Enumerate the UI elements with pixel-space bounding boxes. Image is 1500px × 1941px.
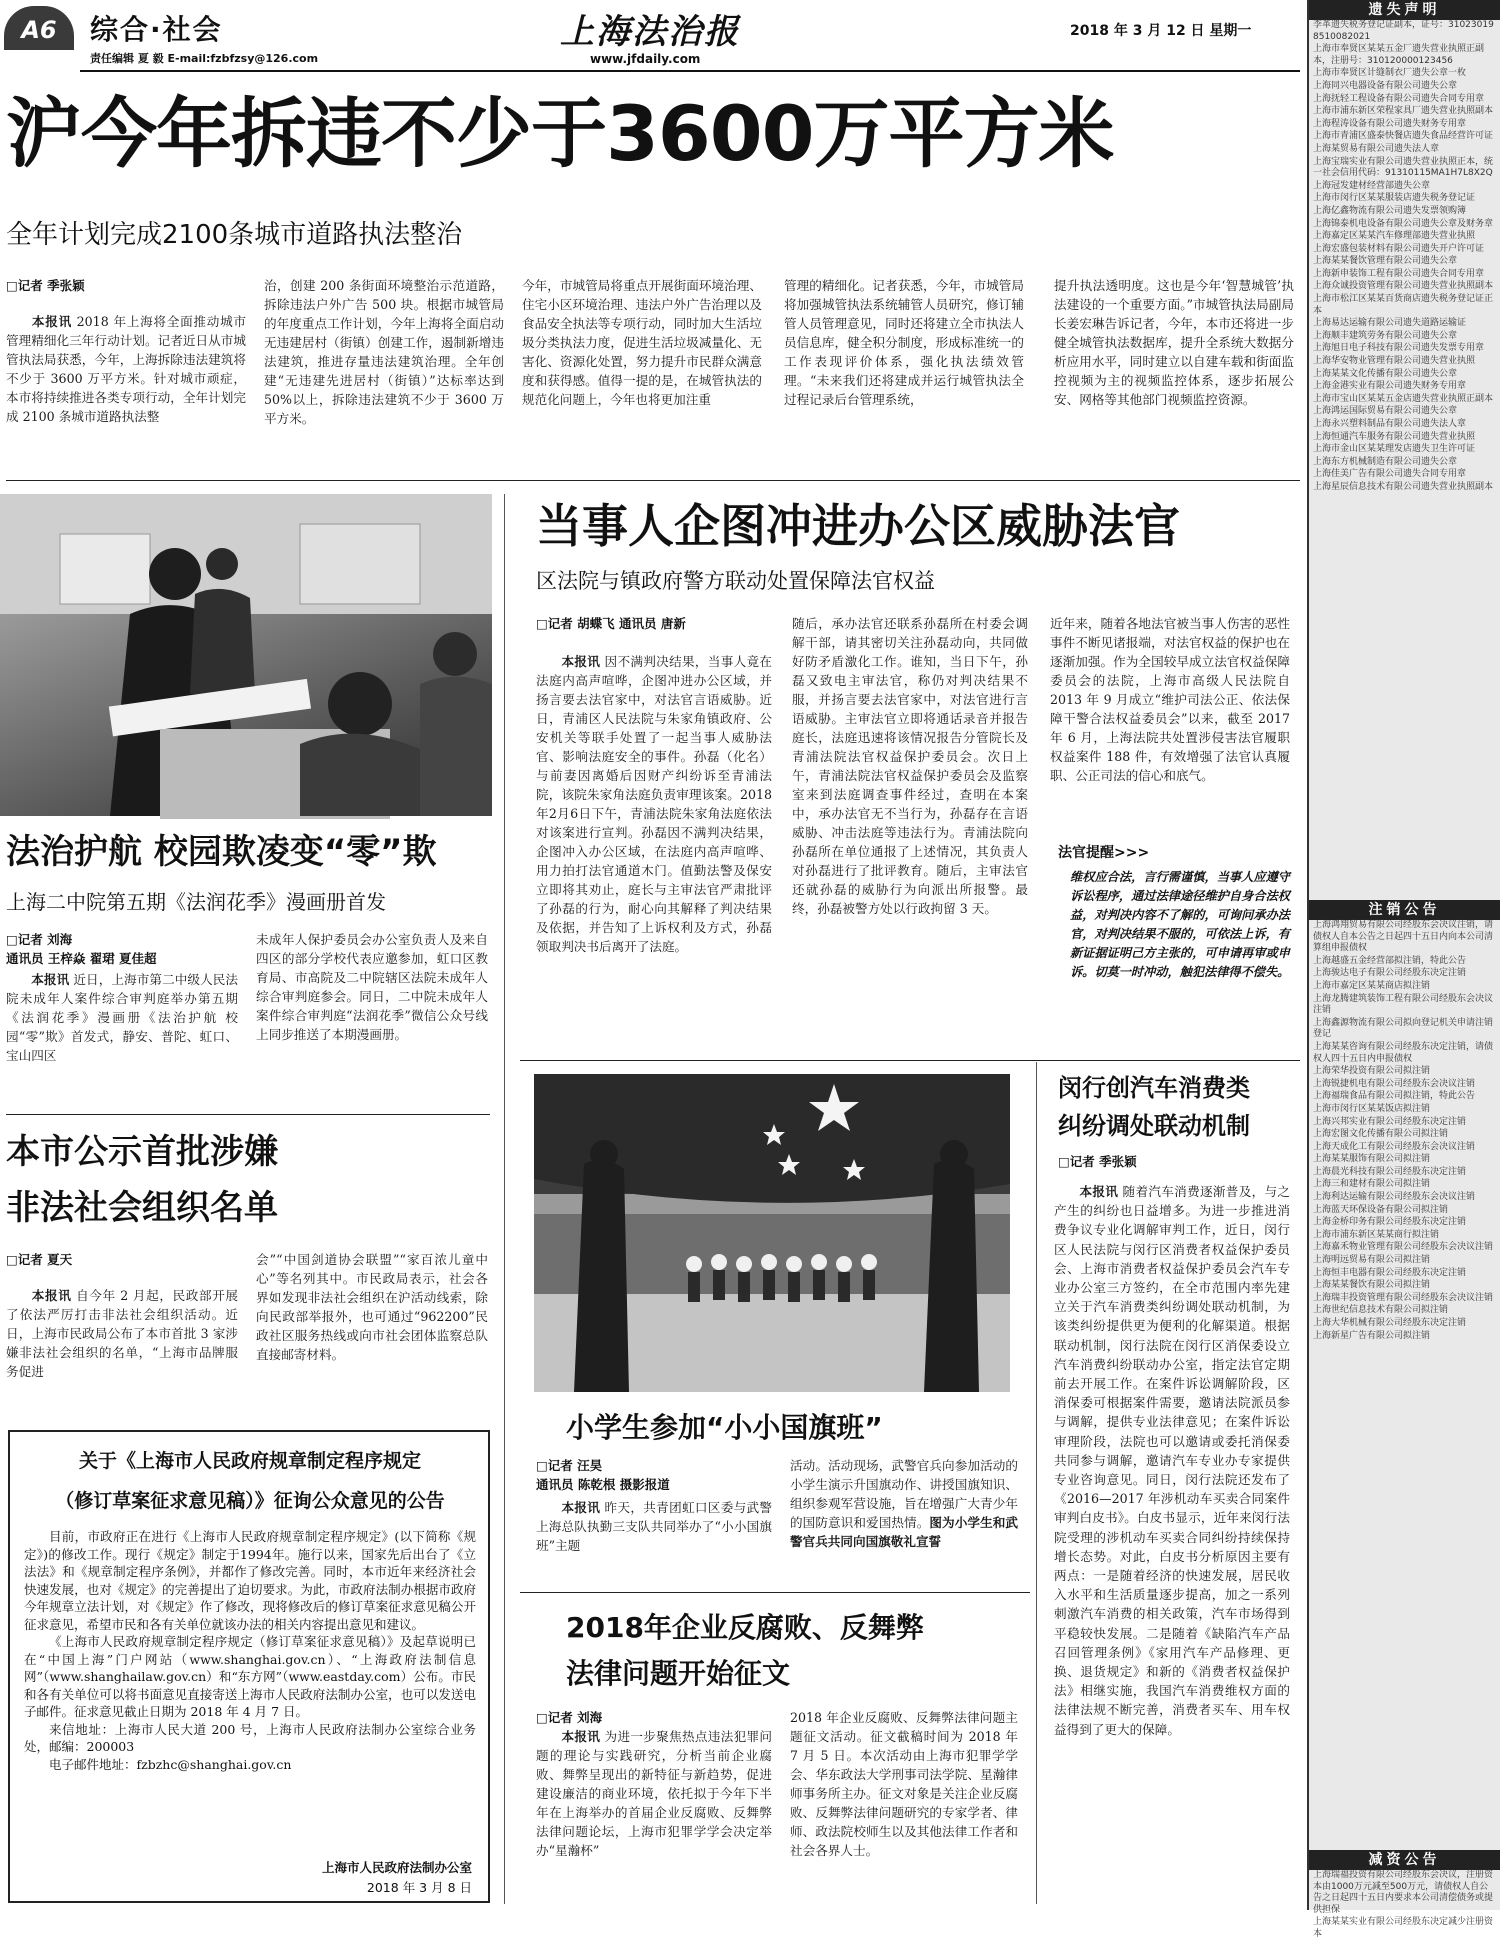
government-notice-box xyxy=(8,1430,490,1903)
paper-logo: 上海法治报 xyxy=(560,12,740,52)
flag-bottom-rule xyxy=(520,1592,1030,1593)
notice-sign-date: 2018 年 3 月 8 日 xyxy=(366,1880,472,1895)
ad-item: 上海宏盛包装材料有限公司遗失开户许可证 xyxy=(1313,243,1485,254)
website-url[interactable]: www.jfdaily.com xyxy=(590,52,701,66)
school-byline: □记者 刘海 通讯员 王梓焱 翟珺 夏佳超 xyxy=(6,932,157,966)
ad-item: 上海某某服饰有限公司拟注销 xyxy=(1313,1154,1431,1165)
ad-item: 上海锦泰机电设备有限公司遗失公章及财务章 xyxy=(1313,218,1494,229)
classified-ads-column xyxy=(1307,0,1500,1939)
ad-item: 上海明远贸易有限公司拟注销 xyxy=(1313,1255,1431,1266)
car-headline-line-2: 纠纷调处联动机制 xyxy=(1058,1112,1250,1140)
school-photo-illustration xyxy=(0,494,492,816)
ad-item: 上海三和建材有限公司拟注销 xyxy=(1313,1179,1431,1190)
ad-item: 上海某贸易有限公司遗失法人章 xyxy=(1313,143,1440,154)
ad-item: 上海市嘉定区某某商店拟注销 xyxy=(1313,980,1431,991)
ad-item: 上海恒通汽车服务有限公司遗失营业执照 xyxy=(1313,431,1476,442)
ad-item: 上海市闵行区某某服装店遗失税务登记证 xyxy=(1313,193,1476,204)
ad-item: 上海市浦东新区荣程家具厂遗失营业执照副本 xyxy=(1313,106,1494,117)
ad-item: 上海嘉禾物业管理有限公司经股东会决议注销 xyxy=(1313,1242,1494,1253)
car-byline: □记者 季张颖 xyxy=(1058,1154,1137,1169)
ad-item: 上海易达运输有限公司遗失道路运输证 xyxy=(1313,318,1467,329)
ad-item: 上海某某文化传播有限公司遗失公章 xyxy=(1313,368,1458,379)
flag-byline: □记者 汪昊 通讯员 陈乾根 摄影报道 xyxy=(536,1458,670,1492)
ad-item: 上海福瑞食品有限公司拟注销，特此公告 xyxy=(1313,1091,1476,1102)
ad-item: 上海市青浦区盛泰快餐店遗失食品经营许可证 xyxy=(1313,131,1494,142)
ad-item: 上海宝瑞实业有限公司遗失营业执照正本，统一社会信用代码：91310115MA1H7L8X2Q xyxy=(1313,156,1494,179)
flag-col-2: 活动。活动现场，武警官兵向参加活动的小学生演示升国旗动作、讲授国旗知识、组织参观军营设施，旨在增强广大青少年的国防意识和爱国热情。图为小学生和武警官兵共同向国旗敬礼宣誓 xyxy=(790,1458,1019,1549)
essay-col-2: 2018 年企业反腐败、反舞弊法律问题主题征文活动。征文截稿时间为 2018 年 7 月 5 日。本次活动由上海市犯罪学学会、华东政法大学刑事司法学院、星瀚律师事务所主办。征文对象是关注企业反腐败、反舞弊法律问题研究的专家学者、律师、政法院校师生以及其他法律工作者和社会各界人士。 xyxy=(790,1710,1018,1858)
issue-date: 2018 年 3 月 12 日 星期一 xyxy=(1070,23,1252,39)
ad-item: 上海某某实业有限公司经股东决定减少注册资本 xyxy=(1313,1917,1494,1939)
notice-email[interactable]: 电子邮件地址：fzbzhc@shanghai.gov.cn xyxy=(49,1756,292,1772)
ad-item: 上海鸿翔贸易有限公司经股东会决议注销，请债权人自本公告之日起四十五日内向本公司清算组申报债权 xyxy=(1313,920,1494,954)
car-body: 本报讯 随着汽车消费逐渐普及，与之产生的纠纷也日益增多。为进一步推进消费争议专业化调解审判工作，近日，闵行区人民法院与闵行区消费者权益保护委员会、上海市消费者权益保护委员会汽车专业办公室三方签约，在全市范围内率先建立关于汽车消费类纠纷调处联动机制，为该类纠纷提供更为便利的化解渠道。根据联动机制，闵行法院在闵行区消保委设立汽车消费纠纷联动办公室，指定法官定期前去开展工作。在案件诉讼调解阶段，区消保委可根据案件需要，邀请法院派员参与调解，提供专业法律意见；在案件诉讼审理阶段，法院也可以邀请或委托消保委共同参与调解，邀请汽车专业办专家提供专业咨询意见。同日，闵行法院还发布了《2016—2017 年涉机动车买卖合同案件审判白皮书》。白皮书显示，近年来闵行法院受理的涉机动车买卖合同纠纷持续保持增长态势。对此，白皮书分析原因主要有两点：一是随着经济的快速发展，居民收入水平和生活质量逐步提高，加之一系列刺激汽车消费的相关政策，汽车市场得到平稳较快发展。二是随着《缺陷汽车产品召回管理条例》《家用汽车产品修理、更换、退货规定》和新的《消费者权益保护法》相继实施，我国汽车消费维权方面的法律法规不断完善，消费者买车、用车权益得到了更大的保障。 xyxy=(1054,1184,1291,1737)
ad-item: 上海市浦东新区某某商行拟注销 xyxy=(1313,1229,1440,1240)
notice-para-2: 《上海市人民政府规章制定程序规定（修订草案征求意见稿）》及起草说明已在“中国上海”门户网站（www.shanghai.gov.cn）、“上海政府法制信息网”（www.shanghailaw.gov.cn）和“东方网”（www.eastday.com）公布。市民和各有关单位可以将书面意见直接寄送上海市人民政府法制办公室，也可以发送电子邮件。征求意见截止日期为 2018 年 4 月 7 日。 xyxy=(24,1634,476,1719)
ad-item: 上海大华机械有限公司经股东决定注销 xyxy=(1313,1318,1467,1328)
lead-bottom-rule xyxy=(6,480,1300,481)
ad-item: 上海亿鑫物流有限公司遗失发票领购簿 xyxy=(1313,205,1467,216)
ad-item: 上海旭日电子科技有限公司遗失发票专用章 xyxy=(1313,343,1485,354)
lead-col-3: 今年，市城管局将重点开展街面环境治理、住宅小区环境治理、违法户外广告治理以及食品安全执法等专项行动，同时加大生活垃圾分类执法力度，促进生活垃圾减量化、无害化、资源化处置，努力提升市民群众满意度和获得感。值得一提的是，在城管执法的规范化问题上，今年也将更加注重 xyxy=(522,278,762,407)
ad-item: 上海瑞福投资有限公司经股东会决议，注册资本由1000万元减至500万元，请债权人自公告之日起四十五日内要求本公司清偿债务或提供担保 xyxy=(1313,1870,1494,1915)
ad-item: 上海蓝天环保设备有限公司拟注销 xyxy=(1313,1204,1449,1215)
notice-signature: 上海市人民政府法制办公室 xyxy=(321,1860,472,1875)
court-bottom-rule xyxy=(520,1060,1300,1061)
ad-item: 上海天成化工有限公司经股东会决议注销 xyxy=(1313,1141,1476,1152)
ad-item: 上海嘉定区某某汽车修理部遗失营业执照 xyxy=(1313,231,1476,242)
masthead xyxy=(0,0,1300,68)
ad-item: 上海众诚投资管理有限公司遗失营业执照副本 xyxy=(1313,281,1494,292)
lead-col-1: 本报讯 2018 年上海将全面推动城市管理精细化三年行动计划。记者近日从市城管执法局获悉，今年，上海拆除违法建筑将不少于 3600 万平方米。针对城市顽症，本市将持续推进各类专项行动，全年计划完成 2100 条城市道路执法整 xyxy=(6,314,246,424)
ad-item: 上海某某咨询有限公司经股东决定注销，请债权人四十五日内申报债权 xyxy=(1313,1041,1494,1064)
ad-item: 上海金港实业有限公司遗失财务专用章 xyxy=(1313,381,1467,392)
ad-item: 上海佳美广告有限公司遗失合同专用章 xyxy=(1313,469,1467,480)
ad-item: 上海星辰信息技术有限公司遗失营业执照副本 xyxy=(1313,481,1494,492)
essay-headline-line-2: 法律问题开始征文 xyxy=(566,1657,791,1690)
ad-item: 上海兴邦实业有限公司经股东决定注销 xyxy=(1313,1116,1467,1127)
essay-headline-line-1: 2018年企业反腐败、反舞弊 xyxy=(566,1611,924,1644)
ad-item: 上海世纪信息技术有限公司拟注销 xyxy=(1313,1305,1449,1316)
lead-byline: □记者 季张颖 xyxy=(6,278,85,293)
ad-item: 上海利达运输有限公司经股东会决议注销 xyxy=(1313,1192,1476,1203)
ad-item: 上海鑫源物流有限公司拟向登记机关申请注销登记 xyxy=(1313,1017,1494,1040)
ad-item: 上海金桥印务有限公司经股东决定注销 xyxy=(1313,1217,1467,1228)
notice-title-line-1: 关于《上海市人民政府规章制定程序规定 xyxy=(78,1450,421,1472)
ad-item: 上海市宝山区某某五金店遗失营业执照正副本 xyxy=(1313,393,1494,404)
notice-title-line-2: （修订草案征求意见稿）》征询公众意见的公告 xyxy=(55,1490,445,1512)
ad-item: 上海瑞丰投资管理有限公司经股东会决议注销 xyxy=(1313,1292,1494,1303)
court-tip-title: 法官提醒>>> xyxy=(1058,845,1150,861)
court-col-3: 近年来，随着各地法官被当事人伤害的恶性事件不断见诸报端，对法官权益的保护也在逐渐加强。作为全国较早成立法官权益保障委员会的法院，上海市高级人民法院自 2013 年 9 月成立“维护司法公正、依法保障干警合法权益委员会”以来，截至 2017 年 6 月，上海法院共处置涉侵害法官履职权益案件 188 件，有效增强了法官认真履职、公正司法的信心和底气。 xyxy=(1050,616,1290,783)
page-number-badge: A6 xyxy=(4,6,74,50)
ads-deregistration-list xyxy=(1309,920,1500,1850)
lead-col-5: 提升执法透明度。这也是今年‘智慧城管’执法建设的一个重要方面。”市城管执法局副局长姜宏琳告诉记者，今年，本市还将进一步健全城管执法数据库，提升全系统大数据分析应用水平，同时建立以自建车载和街面监控视频为主的视频监控体系，逐步拓展公安、网格等其他部门视频监控资源。 xyxy=(1054,278,1294,407)
ad-item: 上海永兴塑料制品有限公司遗失法人章 xyxy=(1313,419,1467,429)
notice-para-1: 目前，市政府正在进行《上海市人民政府规章制定程序规定》(以下简称《规定》)的修改工作。现行《规定》制定于1994年。施行以来，国家先后出台了《立法法》和《规章制定程序条例》，并都作了修改完善。同时，本市近年来经济社会快速发展，也对《规定》的完善提出了迫切要求。为此，市政府法制办根据市政府今年规章立法计划，对《规定》作了修改，现将修改后的修订草案征求意见稿公开征求意见，希望市民和各有关单位就该办法的相关内容提出意见和建议。 xyxy=(24,1529,476,1632)
ad-item: 上海锐捷机电有限公司经股东会决议注销 xyxy=(1313,1078,1476,1089)
lead-subhead: 全年计划完成2100条城市道路执法整治 xyxy=(6,220,463,250)
org-col-1: 本报讯 自今年 2 月起，民政部开展了依法严厉打击非法社会组织活动。近日，上海市民政局公布了本市首批 3 家涉嫌非法社会组织的名单，“上海市品牌服务促进 xyxy=(6,1288,238,1379)
school-col-2: 未成年人保护委员会办公室负责人及来自四区的部分学校代表应邀参加，虹口区教育局、市高院及二中院辖区法院未成年人综合审判庭参会。同日，二中院未成年人案件综合审判庭“法润花季”微信公众号线上同步推送了本期漫画册。 xyxy=(256,932,488,1042)
ad-item: 上海市奉贤区计缝制衣厂遗失公章一枚 xyxy=(1313,68,1467,79)
notice-address: 来信地址：上海市人民大道 200 号，上海市人民政府法制办公室综合业务处，邮编：200003 xyxy=(24,1721,476,1754)
court-col-1: 本报讯 因不满判决结果，当事人竟在法庭内高声喧哗，企图冲进办公区域，并扬言要去法官家中，对法官言语威胁。近日，青浦区人民法院与朱家角镇政府、公安机关等联手处置了一起当事人威胁法官、影响法庭安全的事件。孙磊（化名）与前妻因离婚后因财产纠纷诉至青浦法院，该院朱家角法庭负责审理该案。2018年2月6日下午，青浦法院朱家角法庭依法对该案进行宣判。孙磊因不满判决结果，企图冲入办公区域，在法庭内高声喧哗、用力拍打法官通道木门。值勤法警及保安立即将其劝止，庭长与主审法官严肃批评了孙磊的行为，耐心向其解释了判决结果及依据，并告知了上诉权利及方式，孙磊领取判决书后离开了法庭。 xyxy=(536,654,773,954)
school-headline: 法治护航 校园欺凌变“零”欺 xyxy=(6,832,437,872)
court-subhead: 区法院与镇政府警方联动处置保障法官权益 xyxy=(536,569,935,593)
ad-item: 上海市闵行区某某饭店拟注销 xyxy=(1313,1103,1431,1114)
court-byline: □记者 胡蝶飞 通讯员 唐新 xyxy=(536,616,686,631)
ad-item: 上海某某餐饮有限公司拟注销 xyxy=(1313,1280,1431,1291)
ad-item: 上海市松江区某某百货商店遗失税务登记证正本 xyxy=(1313,294,1494,316)
notice-body xyxy=(24,1528,476,1858)
school-subhead: 上海二中院第五期《法润花季》漫画册首发 xyxy=(6,890,386,914)
ad-item: 上海某某餐饮管理有限公司遗失公章 xyxy=(1313,256,1458,267)
ad-item: 上海越盛五金经营部拟注销，特此公告 xyxy=(1313,955,1467,966)
ads-capital-reduction-list xyxy=(1309,1870,1500,1939)
ads-section-capital-reduction: 减资公告 xyxy=(1309,1850,1500,1870)
ad-item: 上海程涛设备有限公司遗失财务专用章 xyxy=(1313,118,1467,129)
left-column-rule xyxy=(504,494,505,1904)
ad-item: 上海恒丰电器有限公司经股东决定注销 xyxy=(1313,1267,1467,1278)
essay-col-1: 本报讯 为进一步聚焦热点违法犯罪问题的理论与实践研究，分析当前企业腐败、舞弊呈现出的新特征与新趋势，促进建设廉洁的商业环境，依托拟于今年下半年在上海举办的首届企业反腐败、反舞弊法律问题论坛，上海市犯罪学学会决定举办“星瀚杯” xyxy=(536,1729,773,1858)
car-headline-line-1: 闵行创汽车消费类 xyxy=(1058,1074,1250,1102)
flag-ceremony-photo xyxy=(534,1074,1010,1392)
ad-item: 李革遗失税务登记证副本，证号：310230198510082021 xyxy=(1313,20,1494,42)
flag-col-1: 本报讯 昨天，共青团虹口区委与武警上海总队执勤三支队共同举办了“小小国旗班”主题 xyxy=(536,1500,773,1553)
ad-item: 上海骏达电子有限公司经股东决定注销 xyxy=(1313,968,1467,979)
court-col-2: 随后，承办法官还联系孙磊所在村委会调解干部，请其密切关注孙磊动向，共同做好防矛盾激化工作。谁知，当日下午，孙磊又致电主审法官，称仍对判决结果不服，并扬言要去法官家中，对法官进行言语威胁。主审法官立即将通话录音并报告庭长，法庭迅速将该情况报告分管院长及青浦法院法官权益保护委员会。次日上午，青浦法院法官权益保护委员会及监察室来到法庭调查事件经过，查明在本案中，承办法官无不当行为，孙磊存在言语威胁、冲击法庭等违法行为。青浦法院向孙磊所在单位通报了上述情况，其负责人对孙磊进行了批评教育。随后，主审法官还就孙磊的威胁行为向派出所报警。最终，孙磊被警方处以行政拘留 3 天。 xyxy=(792,616,1028,916)
section-title: 综合·社会 xyxy=(90,13,223,46)
editor-line: 责任编辑 夏 毅 E-mail:fzbfzsy@126.com xyxy=(90,52,319,65)
ad-item: 上海华安物业管理有限公司遗失营业执照 xyxy=(1313,356,1476,367)
org-col-2: 会”“中国剑道协会联盟”“家百浓儿童中心”等名列其中。市民政局表示，社会各界如发现非法社会组织在沪活动线索，除向民政部举报外，也可通过“962200”民政社区服务热线或向市社会团体监察总队直接邮寄材料。 xyxy=(256,1252,488,1362)
org-byline: □记者 夏天 xyxy=(6,1252,73,1267)
ad-item: 上海新星广告有限公司拟注销 xyxy=(1313,1330,1431,1341)
flag-headline: 小学生参加“小小国旗班” xyxy=(566,1411,883,1444)
ad-item: 上海市金山区某某理发店遗失卫生许可证 xyxy=(1313,444,1476,455)
ad-item: 上海同兴电器设备有限公司遗失公章 xyxy=(1313,80,1458,91)
court-headline: 当事人企图冲进办公区威胁法官 xyxy=(536,499,1180,553)
school-bottom-rule xyxy=(6,1114,490,1115)
ad-item: 上海晨光科技有限公司经股东决定注销 xyxy=(1313,1166,1467,1177)
ad-item: 上海东方机械制造有限公司遗失公章 xyxy=(1313,456,1458,467)
ad-item: 上海顺丰建筑劳务有限公司遗失公章 xyxy=(1313,330,1458,341)
lead-col-2: 治，创建 200 条街面环境整治示范道路，拆除违法户外广告 500 块。根据市城管局的年度重点工作计划，今年上海将全面启动无违建居村（街镇）创建工作，遏制新增违法建筑，推进存量违法建筑治理。全年创建“无违建先进居村（街镇）”达标率达到 50%以上，拆除违法建筑不少于 3600 万平方米。 xyxy=(264,278,504,426)
ad-item: 上海宏图文化传播有限公司拟注销 xyxy=(1313,1129,1449,1140)
lead-headline: 沪今年拆违不少于3600万平方米 xyxy=(6,89,1114,178)
ad-item: 上海鸿运国际贸易有限公司遗失公章 xyxy=(1313,406,1458,417)
ad-item: 上海龙腾建筑装饰工程有限公司经股东会决议注销 xyxy=(1313,993,1494,1016)
essay-byline: □记者 刘海 xyxy=(536,1710,603,1725)
school-col-1: 本报讯 近日，上海市第二中级人民法院未成年人案件综合审判庭举办第五期《法润花季》漫画册《法治护航 校园“零”欺》首发式，静安、普陀、虹口、宝山四区 xyxy=(6,972,239,1063)
ad-item: 上海市奉贤区某某五金厂遗失营业执照正副本，注册号：310120000123456 xyxy=(1313,44,1485,66)
ad-item: 上海荣华投资有限公司拟注销 xyxy=(1313,1066,1431,1077)
org-headline-line-1: 本市公示首批涉嫌 xyxy=(6,1132,278,1172)
org-headline-line-2: 非法社会组织名单 xyxy=(6,1188,278,1228)
court-tip-body: 维权应合法，言行需谨慎，当事人应遵守诉讼程序，通过法律途径维护自身合法权益，对判决内容不了解的，可询问承办法官，对判决结果不服的，可依法上诉，有新证据证明己方主张的，可申请再审或申诉。切莫一时冲动，触犯法律得不偿失。 xyxy=(1070,870,1290,979)
flag-photo-illustration xyxy=(534,1074,1010,1392)
ad-item: 上海新申装饰工程有限公司遗失合同专用章 xyxy=(1313,268,1485,279)
ad-item: 上海抚轻工程设备有限公司遗失合同专用章 xyxy=(1313,93,1485,104)
school-event-photo xyxy=(0,494,492,816)
masthead-rule xyxy=(80,70,1300,72)
flag-photo-caption: 图为小学生和武警官兵共同向国旗敬礼宣誓 xyxy=(790,1515,1019,1549)
right-column-rule xyxy=(1036,1062,1037,1904)
ads-lost-list xyxy=(1309,20,1500,900)
lead-col-4: 管理的精细化。记者获悉，今年，市城管局将加强城管执法系统辅管人员研究，修订辅管人员管理意见，同时还将建立全市执法人员信息库，健全积分制度，形成标准统一的工作表现评价体系，强化执法绩效管理。“未来我们还将建成并运行城管执法全过程记录后台管理系统， xyxy=(784,278,1024,407)
ads-section-lost-notices: 遗失声明 xyxy=(1309,0,1500,20)
ad-item: 上海冠发建材经营部遗失公章 xyxy=(1313,180,1431,191)
ads-section-deregistration: 注销公告 xyxy=(1309,900,1500,920)
